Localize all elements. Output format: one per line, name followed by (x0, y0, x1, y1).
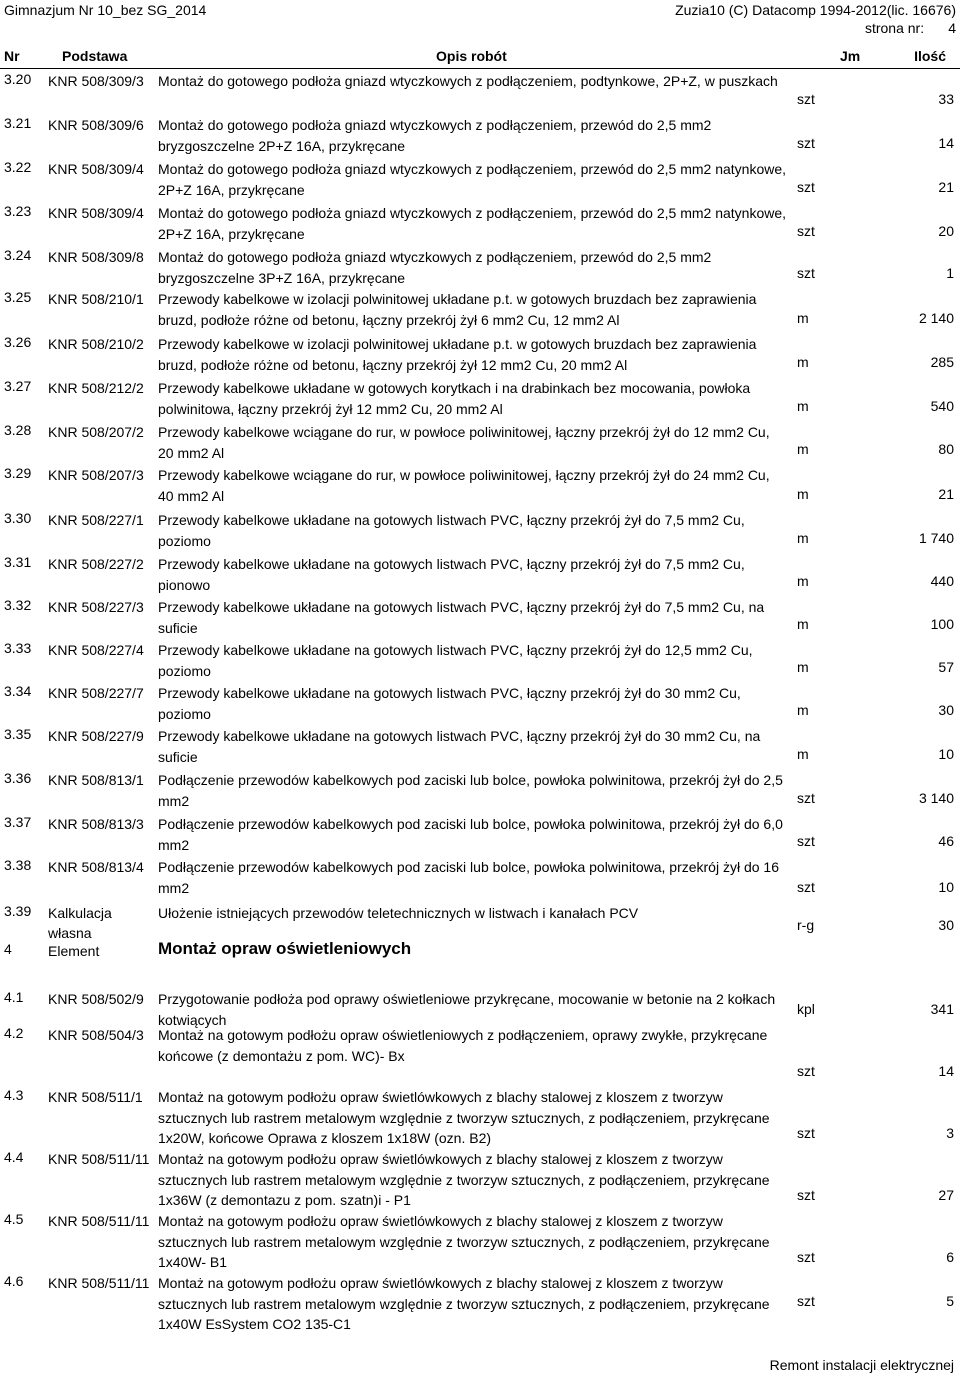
table-header (0, 46, 960, 68)
table-row (0, 638, 960, 681)
cell-podstawa: KNR 508/309/4 (48, 205, 144, 221)
table-row (0, 855, 960, 901)
cell-nr: 3.36 (4, 770, 32, 786)
cell-podstawa: KNR 508/227/1 (48, 512, 144, 528)
cell-nr: 3.21 (4, 115, 32, 131)
cell-nr: 3.20 (4, 71, 32, 87)
table-row (0, 332, 960, 376)
table-row (0, 287, 960, 332)
cell-opis: Przewody kabelkowe wciągane do rur, w powłoce poliwinitowej, łączny przekrój żył do 12 mm2 Cu, 20 mm2 Al (158, 424, 770, 461)
cell-opis: Montaż na gotowym podłożu opraw świetlówkowych z blachy stalowej z kloszem z tworzyw sztucznych lub rastrem metalowym względnie z tworzyw sztucznych, z podłączeniem, przykręcane 1x20W, końcowe Oprawa z kloszem 1x18W (ozn. B2) (158, 1089, 770, 1146)
cell-podstawa: KNR 508/227/7 (48, 685, 144, 701)
cell-opis: Podłączenie przewodów kabelkowych pod zaciski lub bolce, powłoka polwinitowa, przekrój żył do 2,5 mm2 (158, 772, 783, 809)
cell-opis: Montaż do gotowego podłoża gniazd wtyczkowych z podłączeniem, przewód do 2,5 mm2 natynkowe, 2P+Z 16A, przykręcane (158, 161, 787, 198)
cell-opis: Ułożenie istniejących przewodów teletechnicznych w listwach i kanałach PCV (158, 905, 639, 921)
cell-opis: Przewody kabelkowe wciągane do rur, w powłoce poliwinitowej, łączny przekrój żył do 24 mm2 Cu, 40 mm2 Al (158, 467, 770, 504)
table-row (0, 69, 960, 113)
column-header-jm: Jm (840, 48, 861, 64)
project-name: Gimnazjum Nr 10_bez SG_2014 (4, 2, 207, 18)
cell-ilosc: 30 (938, 917, 954, 933)
table-body (0, 69, 960, 1332)
cell-opis: Podłączenie przewodów kabelkowych pod zaciski lub bolce, powłoka polwinitowa, przekrój żył do 16 mm2 (158, 859, 779, 896)
cell-jm: m (797, 530, 809, 546)
cell-nr: 3.38 (4, 857, 32, 873)
cell-opis: Montaż do gotowego podłoża gniazd wtyczkowych z podłączeniem, podtynkowe, 2P+Z, w puszkach (158, 73, 778, 89)
cell-nr: 3.24 (4, 247, 32, 263)
cell-opis: Montaż do gotowego podłoża gniazd wtyczkowych z podłączeniem, przewód do 2,5 mm2 natynkowe, 2P+Z 16A, przykręcane (158, 205, 787, 242)
cell-nr: 3.26 (4, 334, 32, 350)
cell-opis: Montaż na gotowym podłożu opraw świetlówkowych z blachy stalowej z kloszem z tworzyw sztucznych lub rastrem metalowym względnie z tworzyw sztucznych, z podłączeniem, przykręcane 1x40W- B1 (158, 1213, 770, 1270)
cell-ilosc: 2 140 (918, 310, 954, 326)
section-row (0, 939, 960, 987)
table-row (0, 552, 960, 595)
cell-podstawa: KNR 508/309/4 (48, 161, 144, 177)
cell-ilosc: 46 (938, 833, 954, 849)
cell-jm: szt (797, 179, 815, 195)
cell-nr: 3.35 (4, 726, 32, 742)
cell-jm: szt (797, 879, 815, 895)
cell-opis: Przewody kabelkowe układane na gotowych listwach PVC, łączny przekrój żył do 30 mm2 Cu, poziomo (158, 685, 741, 722)
cell-podstawa: KNR 508/309/8 (48, 249, 144, 265)
cell-jm: m (797, 702, 809, 718)
cell-podstawa: KNR 508/309/6 (48, 117, 144, 133)
table-row (0, 901, 960, 939)
cell-ilosc: 3 (946, 1125, 954, 1141)
table-row (0, 245, 960, 287)
cell-podstawa: KNR 508/212/2 (48, 380, 144, 396)
cell-jm: szt (797, 135, 815, 151)
cell-nr: 3.33 (4, 640, 32, 656)
cell-ilosc: 14 (938, 1063, 954, 1079)
cell-ilosc: 10 (938, 746, 954, 762)
cell-ilosc: 80 (938, 441, 954, 457)
cell-podstawa: KNR 508/227/4 (48, 642, 144, 658)
cell-opis: Przewody kabelkowe w izolacji polwinitowej układane p.t. w gotowych bruzdach bez zaprawienia bruzd, podłoże różne od betonu, łączny przekrój żył 12 mm2 Cu, 20 mm2 Al (158, 336, 757, 373)
column-header-opis: Opis robót (436, 48, 507, 64)
cell-nr: 4.2 (4, 1025, 24, 1041)
table-row (0, 681, 960, 724)
cell-ilosc: 20 (938, 223, 954, 239)
cell-ilosc: 3 140 (918, 790, 954, 806)
cell-ilosc: 6 (946, 1249, 954, 1265)
cell-opis: Przewody kabelkowe układane na gotowych listwach PVC, łączny przekrój żył do 30 mm2 Cu, na suficie (158, 728, 761, 765)
cell-nr: 3.37 (4, 814, 32, 830)
table-row (0, 595, 960, 638)
page-footer: Remont instalacji elektrycznej (769, 1357, 954, 1373)
cell-ilosc: 14 (938, 135, 954, 151)
column-header-nr: Nr (4, 48, 20, 64)
cell-podstawa: KNR 508/511/11 (48, 1151, 150, 1167)
table-row (0, 201, 960, 245)
cell-podstawa: KNR 508/227/9 (48, 728, 144, 744)
cell-jm: m (797, 573, 809, 589)
cell-ilosc: 10 (938, 879, 954, 895)
cell-ilosc: 30 (938, 702, 954, 718)
cell-ilosc: 5 (946, 1293, 954, 1309)
software-info: Zuzia10 (C) Datacomp 1994-2012(lic. 16676) (675, 2, 956, 18)
table-row (0, 812, 960, 855)
cell-ilosc: 1 740 (918, 530, 954, 546)
cell-jm: m (797, 441, 809, 457)
cell-podstawa: KNR 508/813/4 (48, 859, 144, 875)
table-row (0, 508, 960, 552)
table-row (0, 1023, 960, 1085)
cell-jm: m (797, 616, 809, 632)
cell-jm: szt (797, 1249, 815, 1265)
cell-podstawa: KNR 508/511/11 (48, 1213, 150, 1229)
cell-nr: 3.30 (4, 510, 32, 526)
cell-opis: Montaż opraw oświetleniowych (158, 939, 412, 958)
cell-nr: 3.27 (4, 378, 32, 394)
cell-opis: Montaż na gotowym podłożu opraw świetlówkowych z blachy stalowej z kloszem z tworzyw sztucznych lub rastrem metalowym względnie z tworzyw sztucznych, z podłączeniem, przykręcane 1x40W EsSystem CO2 135-C1 (158, 1275, 770, 1332)
cell-opis: Przewody kabelkowe układane na gotowych listwach PVC, łączny przekrój żył do 7,5 mm2 Cu, na suficie (158, 599, 765, 636)
cell-jm: szt (797, 1063, 815, 1079)
table-row (0, 768, 960, 812)
cell-ilosc: 440 (930, 573, 954, 589)
cell-jm: szt (797, 1125, 815, 1141)
table-row (0, 463, 960, 508)
cell-jm: m (797, 659, 809, 675)
cell-podstawa: KNR 508/502/9 (48, 991, 144, 1007)
cell-opis: Podłączenie przewodów kabelkowych pod zaciski lub bolce, powłoka polwinitowa, przekrój żył do 6,0 mm2 (158, 816, 783, 853)
cell-ilosc: 285 (930, 354, 954, 370)
cell-opis: Przewody kabelkowe w izolacji polwinitowej układane p.t. w gotowych bruzdach bez zaprawienia bruzd, podłoże różne od betonu, łączny przekrój żył 6 mm2 Cu, 12 mm2 Al (158, 291, 757, 328)
cell-ilosc: 57 (938, 659, 954, 675)
cell-podstawa: KNR 508/207/2 (48, 424, 144, 440)
table-row (0, 376, 960, 420)
cell-jm: m (797, 486, 809, 502)
cell-jm: szt (797, 223, 815, 239)
cell-nr: 4.1 (4, 989, 24, 1005)
cell-nr: 4.3 (4, 1087, 24, 1103)
cell-opis: Przewody kabelkowe układane w gotowych korytkach i na drabinkach bez mocowania, powłoka polwinitowa, łączny przekrój żył 12 mm2 Cu, 20 mm2 Al (158, 380, 751, 417)
table-row (0, 987, 960, 1028)
cell-opis: Przewody kabelkowe układane na gotowych listwach PVC, łączny przekrój żył do 7,5 mm2 Cu, poziomo (158, 512, 745, 549)
cell-ilosc: 1 (946, 265, 954, 281)
cell-opis: Przewody kabelkowe układane na gotowych listwach PVC, łączny przekrój żył do 12,5 mm2 Cu, poziomo (158, 642, 753, 679)
cell-podstawa: KNR 508/504/3 (48, 1027, 144, 1043)
table-row (0, 420, 960, 463)
cell-opis: Montaż do gotowego podłoża gniazd wtyczkowych z podłączeniem, przewód do 2,5 mm2 bryzgoszczelne 2P+Z 16A, przykręcane (158, 117, 712, 154)
table-row (0, 1271, 960, 1332)
cell-podstawa: KNR 508/813/1 (48, 772, 144, 788)
cell-podstawa: Element (48, 943, 100, 959)
cell-ilosc: 540 (930, 398, 954, 414)
cell-nr: 3.28 (4, 422, 32, 438)
cell-ilosc: 27 (938, 1187, 954, 1203)
cell-podstawa: KNR 508/210/1 (48, 291, 144, 307)
cell-nr: 3.34 (4, 683, 32, 699)
cell-jm: szt (797, 265, 815, 281)
column-header-ilosc: Ilość (914, 48, 946, 64)
cell-opis: Montaż na gotowym podłożu opraw oświetleniowych z podłączeniem, oprawy zwykłe, przykręcane końcowe (z demontażu z pom. WC)- Bx (158, 1027, 768, 1064)
cell-jm: m (797, 354, 809, 370)
cell-nr: 4.4 (4, 1149, 24, 1165)
cell-podstawa: KNR 508/227/3 (48, 599, 144, 615)
cell-opis: Przewody kabelkowe układane na gotowych listwach PVC, łączny przekrój żył do 7,5 mm2 Cu, pionowo (158, 556, 745, 593)
cell-nr: 3.39 (4, 903, 32, 919)
cell-podstawa: KNR 508/210/2 (48, 336, 144, 352)
cell-jm: szt (797, 91, 815, 107)
cell-nr: 3.32 (4, 597, 32, 613)
cell-nr: 4 (4, 941, 12, 957)
cell-opis: Przygotowanie podłoża pod oprawy oświetleniowe przykręcane, mocowanie w betonie na 2 kołkach kotwiących (158, 991, 776, 1028)
page-number: 4 (948, 20, 956, 36)
column-header-podstawa: Podstawa (62, 48, 128, 64)
table-row (0, 113, 960, 157)
cell-podstawa: KNR 508/511/1 (48, 1089, 143, 1105)
table-row (0, 1147, 960, 1209)
page-label: strona nr: (864, 20, 925, 36)
cell-ilosc: 33 (938, 91, 954, 107)
cell-ilosc: 341 (930, 1001, 954, 1017)
cell-opis: Montaż do gotowego podłoża gniazd wtyczkowych z podłączeniem, przewód do 2,5 mm2 bryzgoszczelne 3P+Z 16A, przykręcane (158, 249, 712, 286)
cell-jm: m (797, 310, 809, 326)
cell-podstawa: KNR 508/309/3 (48, 73, 144, 89)
cell-ilosc: 100 (930, 616, 954, 632)
table-row (0, 1085, 960, 1147)
cell-jm: m (797, 398, 809, 414)
cell-jm: szt (797, 1293, 815, 1309)
cell-jm: szt (797, 833, 815, 849)
cell-nr: 3.23 (4, 203, 32, 219)
table-row (0, 157, 960, 201)
cell-jm: m (797, 746, 809, 762)
cell-jm: szt (797, 790, 815, 806)
cell-nr: 3.31 (4, 554, 32, 570)
cell-nr: 4.6 (4, 1273, 24, 1289)
cell-podstawa: KNR 508/207/3 (48, 467, 144, 483)
cell-opis: Montaż na gotowym podłożu opraw świetlówkowych z blachy stalowej z kloszem z tworzyw sztucznych lub rastrem metalowym względnie z tworzyw sztucznych, z podłączeniem, przykręcane 1x36W (z demontazu z pom. szatn)i - P1 (158, 1151, 770, 1208)
cell-podstawa: KNR 508/227/2 (48, 556, 144, 572)
table-row (0, 1209, 960, 1271)
cell-podstawa: KNR 508/813/3 (48, 816, 144, 832)
cell-jm: kpl (797, 1001, 815, 1017)
cell-nr: 3.25 (4, 289, 32, 305)
document-header (0, 0, 960, 22)
cell-ilosc: 21 (938, 486, 954, 502)
cell-jm: szt (797, 1187, 815, 1203)
cell-podstawa: Kalkulacja własna (48, 905, 112, 941)
cell-jm: r-g (797, 917, 815, 933)
page-number-line (865, 20, 956, 36)
cell-podstawa: KNR 508/511/11 (48, 1275, 150, 1291)
cell-nr: 4.5 (4, 1211, 24, 1227)
table-row (0, 724, 960, 768)
cell-ilosc: 21 (938, 179, 954, 195)
cell-nr: 3.29 (4, 465, 32, 481)
cell-nr: 3.22 (4, 159, 32, 175)
